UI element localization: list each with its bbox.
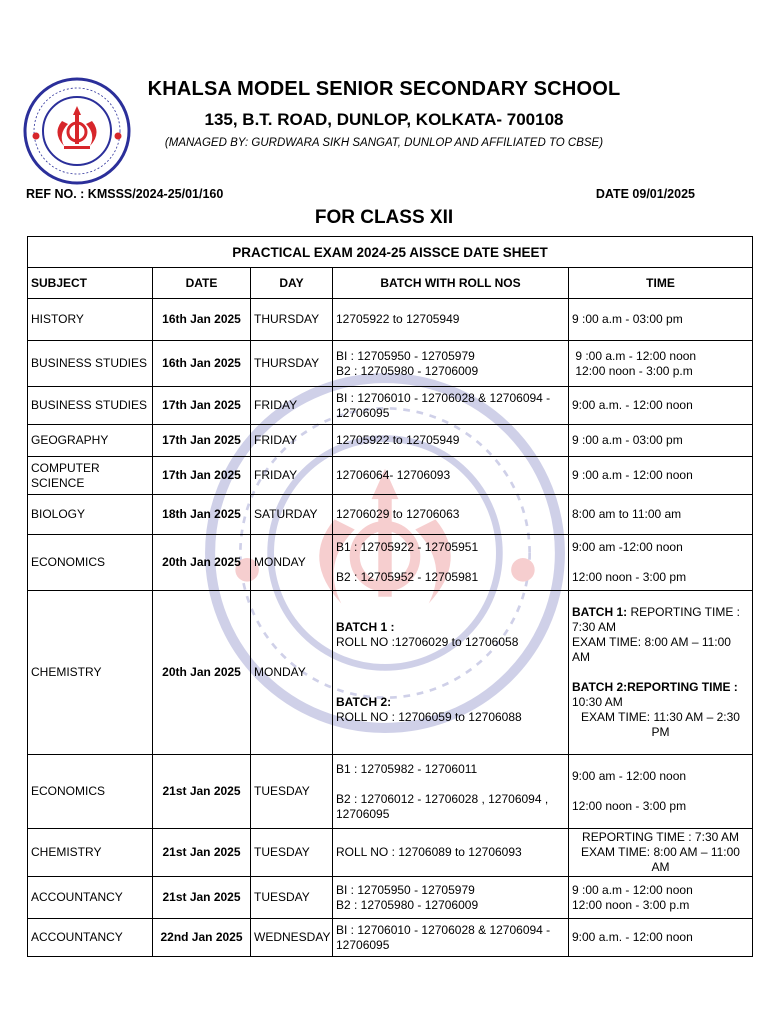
time-line-text: BATCH 1: [572,605,628,619]
header-time: TIME [569,268,753,299]
time-line-text: EXAM TIME: 8:00 AM – 11:00 AM [572,635,734,664]
time-line-text [572,784,575,798]
batch-line [336,792,565,822]
header-day: DAY [251,268,333,299]
time-cell [569,829,753,877]
date-sheet-table [27,236,753,957]
batch-line-text [336,680,339,694]
day-cell: THURSDAY [251,341,333,387]
batch-line [336,555,565,570]
table-row [28,299,753,341]
date-cell: 17th Jan 2025 [153,457,251,495]
batch-line-text: 12705922 to 12705949 [336,433,460,447]
subject-cell: BUSINESS STUDIES [28,387,153,425]
table-row [28,877,753,919]
batch-line-text: B1 : 12705982 - 12706011 [336,761,478,776]
time-line [572,845,749,875]
batch-line-text: B2 : 12705952 - 12705981 [336,570,479,584]
batch-line [336,620,565,635]
time-line-text: 12:00 noon - 3:00 pm [572,570,687,584]
batch-line [336,635,565,650]
batch-line [336,762,565,777]
batch-line-text: BATCH 1 : [336,620,395,634]
time-line [572,540,749,555]
batch-line-text [336,777,339,791]
batch-line [336,665,565,680]
time-cell [569,387,753,425]
batch-cell [333,299,569,341]
table-row [28,535,753,591]
time-line [572,769,749,784]
batch-line [336,540,565,555]
time-line-text: 9:00 am -12:00 noon [572,540,683,554]
day-cell: FRIDAY [251,425,333,457]
date-cell: 18th Jan 2025 [153,495,251,535]
time-line [572,507,749,522]
time-line-text: 9 :00 a.m - 03:00 pm [572,312,683,326]
batch-line [336,695,565,710]
time-line [572,570,749,585]
batch-cell [333,535,569,591]
batch-line-text: ROLL NO : 12706059 to 12706088 [336,710,522,724]
time-line-rest: REPORTING TIME : 7:30 AM [572,605,744,634]
time-line [572,930,749,945]
batch-line [336,468,565,483]
batch-cell [333,341,569,387]
subject-cell: BUSINESS STUDIES [28,341,153,387]
time-line-text: 9 :00 a.m - 12:00 noon [572,882,693,897]
batch-line [336,923,565,953]
time-line-text: EXAM TIME: 11:30 AM – 2:30 PM [581,710,744,739]
day-cell: SATURDAY [251,495,333,535]
batch-line-text: B1 : 12705922 - 12705951 [336,540,479,554]
time-line-text: 9:00 am - 12:00 noon [572,769,687,783]
header-date: DATE [153,268,251,299]
batch-cell [333,877,569,919]
subject-cell: HISTORY [28,299,153,341]
subject-cell: ECONOMICS [28,755,153,829]
batch-cell [333,591,569,755]
time-line [572,555,749,570]
batch-line [336,391,565,421]
day-cell: FRIDAY [251,457,333,495]
batch-line-text: BI : 12705950 - 12705979 [336,882,475,897]
time-line-text [572,665,575,679]
class-title: FOR CLASS XII [314,207,454,228]
batch-line [336,349,565,364]
school-name: KHALSA MODEL SENIOR SECONDARY SCHOOL [147,78,621,100]
batch-line [336,710,565,725]
school-affiliation: (MANAGED BY: GURDWARA SIKH SANGAT, DUNLOP AND AFFILIATED TO CBSE) [164,137,604,149]
time-line-text: 9:00 a.m. - 12:00 noon [572,398,693,412]
time-line [572,468,749,483]
time-line [572,349,749,364]
header-subject: SUBJECT [28,268,153,299]
table-row [28,387,753,425]
batch-line-text: B2 : 12705980 - 12706009 [336,897,479,912]
batch-line-text [336,665,339,679]
time-line-text: 9 :00 a.m - 03:00 pm [572,433,683,447]
reference-number: REF NO. : KMSSS/2024-25/01/160 [26,187,224,201]
subject-cell: COMPUTER SCIENCE [28,457,153,495]
table-row [28,591,753,755]
batch-line [336,680,565,695]
time-line [572,635,749,665]
time-line [572,710,749,740]
table-row [28,341,753,387]
batch-cell [333,457,569,495]
batch-line-text: 12705922 to 12705949 [336,312,460,326]
batch-line-text: ROLL NO :12706029 to 12706058 [336,635,519,649]
day-cell: MONDAY [251,591,333,755]
time-line-text: REPORTING TIME : 7:30 AM [582,830,739,844]
day-cell: TUESDAY [251,877,333,919]
batch-line-text: 12706029 to 12706063 [336,507,460,521]
time-line-text: 9 :00 a.m - 12:00 noon [572,468,693,482]
day-cell: MONDAY [251,535,333,591]
time-cell [569,919,753,957]
subject-cell: BIOLOGY [28,495,153,535]
batch-line [336,570,565,585]
table-row [28,755,753,829]
batch-line [336,650,565,665]
day-cell: TUESDAY [251,755,333,829]
date-cell: 16th Jan 2025 [153,341,251,387]
date-cell: 16th Jan 2025 [153,299,251,341]
time-cell [569,755,753,829]
school-address: 135, B.T. ROAD, DUNLOP, KOLKATA- 700108 [204,110,564,129]
batch-line-text [336,555,339,569]
batch-line-text: BI : 12705950 - 12705979 [336,348,475,363]
batch-line-text: 12706064- 12706093 [336,468,451,482]
time-line [572,665,749,680]
header-batch: BATCH WITH ROLL NOS [333,268,569,299]
time-line-text: 9:00 a.m. - 12:00 noon [572,930,693,944]
date-cell: 21st Jan 2025 [153,829,251,877]
time-line-text: EXAM TIME: 8:00 AM – 11:00 AM [581,845,743,874]
time-line [572,364,749,379]
date-cell: 21st Jan 2025 [153,755,251,829]
date-cell: 17th Jan 2025 [153,425,251,457]
batch-line-text: BATCH 2: [336,695,392,709]
date-cell: 21st Jan 2025 [153,877,251,919]
date-cell: 22nd Jan 2025 [153,919,251,957]
batch-line-text [336,650,339,664]
time-line-text: 9 :00 a.m - 12:00 noon [572,348,697,363]
time-line [572,883,749,898]
batch-cell [333,829,569,877]
batch-line [336,507,565,522]
date-cell: 17th Jan 2025 [153,387,251,425]
batch-line [336,898,565,913]
time-cell [569,457,753,495]
time-line [572,830,749,845]
subject-cell: ACCOUNTANCY [28,877,153,919]
table-header-row [28,268,753,299]
time-line [572,312,749,327]
time-line-text: 12:00 noon - 3:00 p.m [572,897,690,912]
time-line-text: BATCH 2:REPORTING TIME : [572,680,738,694]
time-line [572,680,749,710]
table-row [28,919,753,957]
time-cell [569,425,753,457]
time-line [572,799,749,814]
subject-cell: CHEMISTRY [28,829,153,877]
time-line [572,398,749,413]
document-date: DATE 09/01/2025 [595,187,695,201]
time-line [572,605,749,635]
time-line [572,784,749,799]
day-cell: THURSDAY [251,299,333,341]
time-line-text [572,555,575,569]
time-line-rest: 10:30 AM [572,680,742,709]
day-cell: WEDNESDAY [251,919,333,957]
subject-cell: CHEMISTRY [28,591,153,755]
time-cell [569,877,753,919]
table-row [28,829,753,877]
time-line-text: 12:00 noon - 3:00 p.m [572,363,693,378]
batch-line-text: ROLL NO : 12706089 to 12706093 [336,845,522,859]
day-cell: FRIDAY [251,387,333,425]
batch-line [336,777,565,792]
batch-line-text: BI : 12706010 - 12706028 & 12706094 - 12706095 [336,922,554,952]
batch-cell [333,755,569,829]
subject-cell: ACCOUNTANCY [28,919,153,957]
batch-line-text: B2 : 12705980 - 12706009 [336,363,479,378]
date-cell: 20th Jan 2025 [153,591,251,755]
batch-line [336,364,565,379]
time-cell [569,299,753,341]
time-cell [569,535,753,591]
time-cell [569,495,753,535]
subject-cell: GEOGRAPHY [28,425,153,457]
batch-line [336,433,565,448]
batch-cell [333,387,569,425]
time-cell [569,591,753,755]
table-row [28,425,753,457]
batch-cell [333,495,569,535]
batch-line [336,883,565,898]
time-line-text: 8:00 am to 11:00 am [572,507,682,521]
time-line [572,898,749,913]
table-row [28,495,753,535]
batch-line-text: B2 : 12706012 - 12706028 , 12706094 , 12706095 [336,791,552,821]
date-cell: 20th Jan 2025 [153,535,251,591]
day-cell: TUESDAY [251,829,333,877]
table-title: PRACTICAL EXAM 2024-25 AISSCE DATE SHEET [28,237,753,268]
batch-line [336,312,565,327]
batch-cell [333,919,569,957]
time-cell [569,341,753,387]
time-line [572,433,749,448]
batch-cell [333,425,569,457]
batch-line-text: BI : 12706010 - 12706028 & 12706094 - 12706095 [336,390,554,420]
subject-cell: ECONOMICS [28,535,153,591]
table-row [28,457,753,495]
batch-line [336,845,565,860]
time-line-text: 12:00 noon - 3:00 pm [572,799,687,813]
